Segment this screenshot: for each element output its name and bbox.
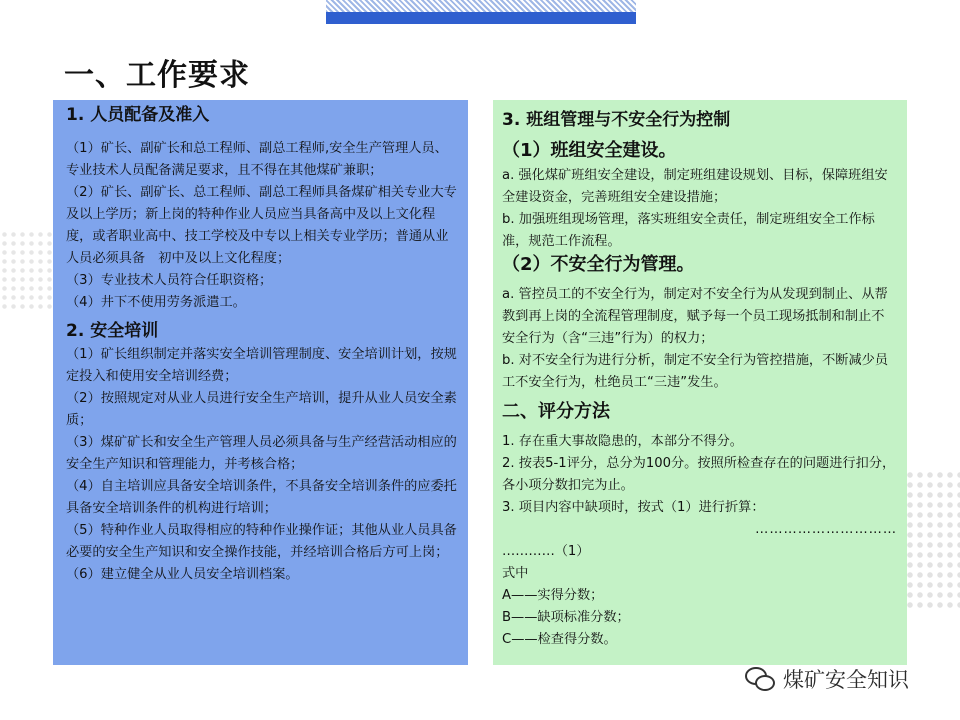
watermark-text: 煤矿安全知识 bbox=[783, 668, 909, 692]
section3-title: 3. 班组管理与不安全行为控制 bbox=[502, 110, 731, 130]
section1-title: 1. 人员配备及准入 bbox=[66, 105, 210, 125]
subsection2-title: （2）不安全行为管理。 bbox=[502, 254, 695, 275]
subsection2-item-b: b. 对不安全行为进行分析，制定不安全行为管控措施，不断减少员工不安全行为，杜绝员工“三违”发生。 bbox=[502, 353, 889, 390]
subsection1-item-a: a. 强化煤矿班组安全建设，制定班组建设规划、目标，保障班组安全建设资金，完善班组安全建设措施； bbox=[502, 168, 888, 205]
left-panel bbox=[53, 100, 468, 665]
formula-var-a: A——实得分数； bbox=[502, 588, 604, 603]
right-panel bbox=[493, 100, 907, 665]
section2-item-2: （2）按照规定对从业人员进行安全生产培训，提升从业人员安全素质； bbox=[66, 391, 457, 428]
scoring-item-2: 2. 按表5-1评分，总分为100分。按照所检查存在的问题进行扣分，各小项分数扣完为止。 bbox=[502, 456, 896, 493]
section2-item-6: （6）建立健全从业人员安全培训档案。 bbox=[66, 567, 299, 582]
section2-item-4: （4）自主培训应具备安全培训条件，不具备安全培训条件的应委托具备安全培训条件的机构进行培训； bbox=[66, 479, 457, 516]
formula-line: …………（1） bbox=[502, 544, 590, 559]
subsection2-item-a: a. 管控员工的不安全行为，制定对不安全行为从发现到制止、从帮教到再上岗的全流程管理制度，赋予每一个员工现场抵制和制止不安全行为（含“三违”行为）的权力； bbox=[502, 287, 888, 346]
formula-var-c: C——检查得分数。 bbox=[502, 632, 617, 647]
formula-dots: ………………………… bbox=[755, 522, 897, 537]
decorative-dots-right bbox=[905, 470, 960, 610]
section1-item-2: （2）矿长、副矿长、总工程师、副总工程师具备煤矿相关专业大专及以上学历；新上岗的特种作业人员应当具备高中及以上文化程度，或者职业高中、技工学校及中专以上相关专业学历；普通从业人员必须具备 初中及以上文化程度； bbox=[66, 185, 457, 266]
section2-item-3: （3）煤矿矿长和安全生产管理人员必须具备与生产经营活动相应的安全生产知识和管理能力，并考核合格； bbox=[66, 435, 457, 472]
formula-where: 式中 bbox=[502, 566, 529, 581]
decorative-dots-left bbox=[0, 230, 60, 310]
scoring-title: 二、评分方法 bbox=[502, 401, 610, 422]
scoring-item-3: 3. 项目内容中缺项时，按式（1）进行折算： bbox=[502, 500, 765, 515]
top-decorative-stripe bbox=[326, 0, 636, 24]
section1-item-4: （4）井下不使用劳务派遣工。 bbox=[66, 295, 246, 310]
subsection1-item-b: b. 加强班组现场管理，落实班组安全责任，制定班组安全工作标准，规范工作流程。 bbox=[502, 212, 875, 249]
formula-var-b: B——缺项标准分数； bbox=[502, 610, 630, 625]
section1-item-3: （3）专业技术人员符合任职资格； bbox=[66, 273, 273, 288]
scoring-item-1: 1. 存在重大事故隐患的，本部分不得分。 bbox=[502, 434, 743, 449]
watermark bbox=[745, 664, 909, 694]
subsection1-title: （1）班组安全建设。 bbox=[502, 140, 677, 161]
section1-item-1: （1）矿长、副矿长和总工程师、副总工程师,安全生产管理人员、专业技术人员配备满足要求，且不得在其他煤矿兼职； bbox=[66, 141, 448, 178]
wechat-icon bbox=[745, 667, 775, 691]
section2-title: 2. 安全培训 bbox=[66, 321, 159, 341]
page-title: 一、工作要求 bbox=[64, 58, 250, 93]
section2-item-5: （5）特种作业人员取得相应的特种作业操作证；其他从业人员具备必要的安全生产知识和安全操作技能，并经培训合格后方可上岗； bbox=[66, 523, 457, 560]
section2-item-1: （1）矿长组织制定并落实安全培训管理制度、安全培训计划，按规定投入和使用安全培训经费； bbox=[66, 347, 457, 384]
